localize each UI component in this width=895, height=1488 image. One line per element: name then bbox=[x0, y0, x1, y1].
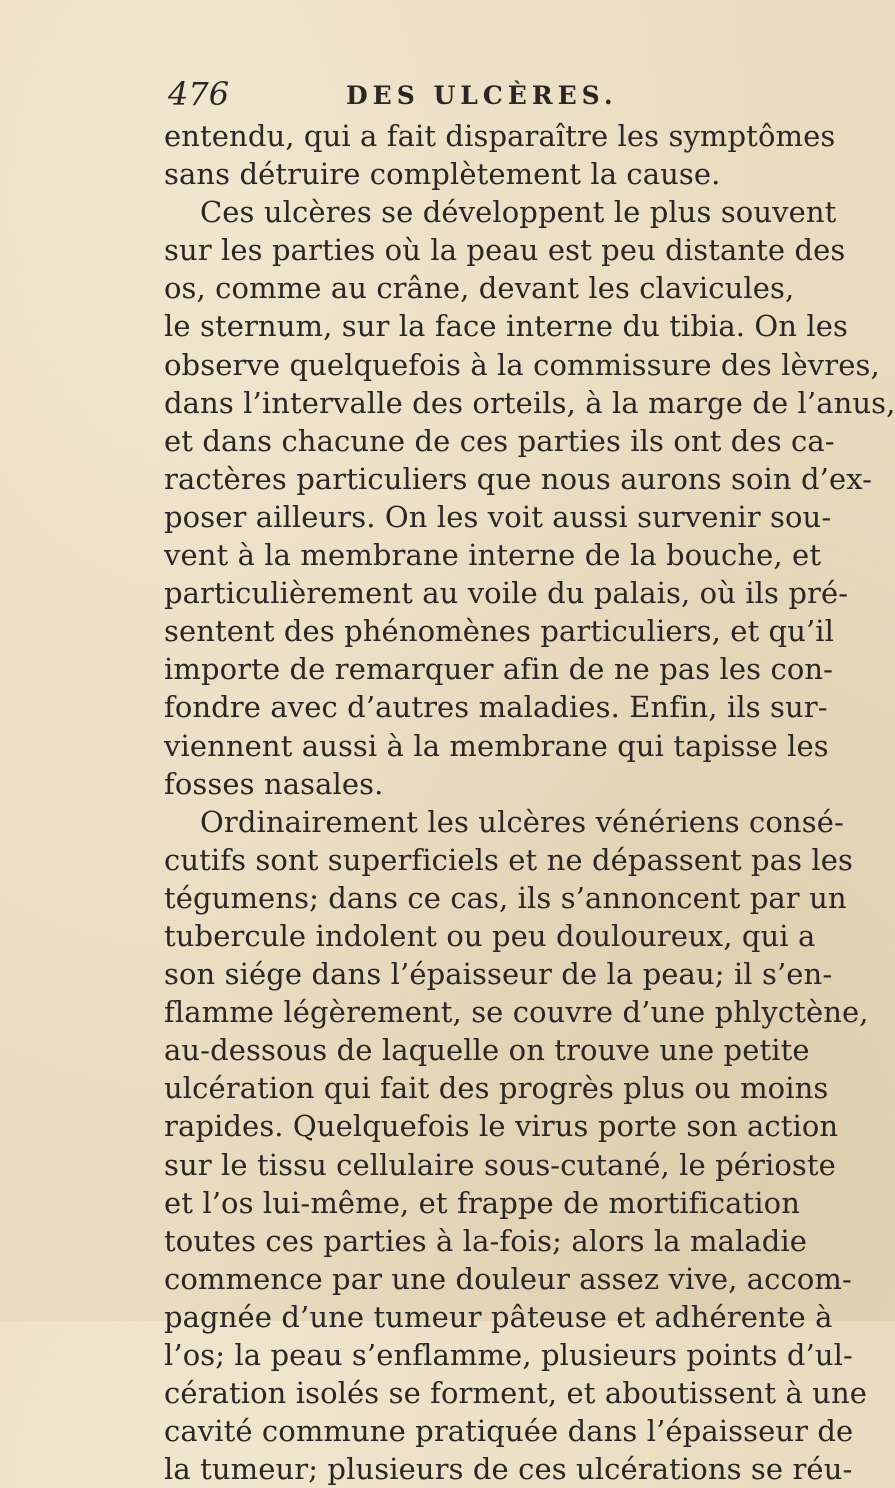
text-line: sur les parties où la peau est peu distante des bbox=[164, 233, 846, 268]
page-number: 476 bbox=[168, 75, 230, 113]
text-line: cutifs sont superficiels et ne dépassent pas les bbox=[164, 842, 854, 877]
text-line: et l’os lui-même, et frappe de mortification bbox=[164, 1185, 800, 1220]
text-line: sans détruire complètement la cause. bbox=[164, 157, 721, 192]
text-line: poser ailleurs. On les voit aussi survenir sou- bbox=[164, 499, 832, 534]
text-line: fondre avec d’autres maladies. Enfin, ils sur- bbox=[164, 690, 828, 725]
text-line: et dans chacune de ces parties ils ont des ca- bbox=[164, 423, 835, 458]
text-line: au-dessous de laquelle on trouve une petite bbox=[164, 1033, 810, 1068]
running-title: DES ULCÈRES. bbox=[346, 81, 618, 110]
text-line: son siége dans l’épaisseur de la peau; il s’en- bbox=[164, 957, 833, 992]
text-line: ulcération qui fait des progrès plus ou moins bbox=[164, 1071, 829, 1106]
text-line: vent à la membrane interne de la bouche, et bbox=[164, 538, 822, 573]
text-line: dans l’intervalle des orteils, à la marge de l’anus, bbox=[164, 385, 895, 420]
body-text bbox=[164, 117, 895, 1488]
text-line: rapides. Quelquefois le virus porte son action bbox=[164, 1109, 839, 1144]
text-line: toutes ces parties à la-fois; alors la maladie bbox=[164, 1223, 808, 1258]
text-line: particulièrement au voile du palais, où ils pré- bbox=[164, 576, 849, 611]
text-line: cavité commune pratiquée dans l’épaisseur de bbox=[164, 1414, 854, 1449]
running-head bbox=[168, 74, 758, 114]
text-line: commence par une douleur assez vive, accom- bbox=[164, 1261, 852, 1296]
text-line: tégumens; dans ce cas, ils s’annoncent par un bbox=[164, 880, 847, 915]
text-line: Ces ulcères se développent le plus souvent bbox=[200, 195, 837, 230]
text-line: viennent aussi à la membrane qui tapisse les bbox=[164, 728, 829, 763]
text-line: tubercule indolent ou peu douloureux, qui a bbox=[164, 918, 816, 953]
text-line: sentent des phénomènes particuliers, et qu’il bbox=[164, 614, 835, 649]
text-line: sur le tissu cellulaire sous-cutané, le périoste bbox=[164, 1147, 836, 1182]
text-line: os, comme au crâne, devant les clavicules, bbox=[164, 271, 795, 306]
text-line: importe de remarquer afin de ne pas les con- bbox=[164, 652, 834, 687]
text-line: la tumeur; plusieurs de ces ulcérations se réu- bbox=[164, 1452, 853, 1487]
text-line: Ordinairement les ulcères vénériens consé- bbox=[200, 804, 844, 839]
text-line: le sternum, sur la face interne du tibia. On les bbox=[164, 309, 849, 344]
text-line: observe quelquefois à la commissure des lèvres, bbox=[164, 347, 880, 382]
text-line: fosses nasales. bbox=[164, 766, 384, 801]
text-line: entendu, qui a fait disparaître les symptômes bbox=[164, 119, 836, 153]
text-line: ractères particuliers que nous aurons soin d’ex- bbox=[164, 461, 873, 496]
text-line: cération isolés se forment, et aboutissent à une bbox=[164, 1376, 867, 1411]
text-line: flamme légèrement, se couvre d’une phlyctène, bbox=[164, 995, 869, 1030]
text-line: pagnée d’une tumeur pâteuse et adhérente à bbox=[164, 1299, 833, 1334]
text-line: l’os; la peau s’enflamme, plusieurs points d’ul- bbox=[164, 1338, 853, 1372]
